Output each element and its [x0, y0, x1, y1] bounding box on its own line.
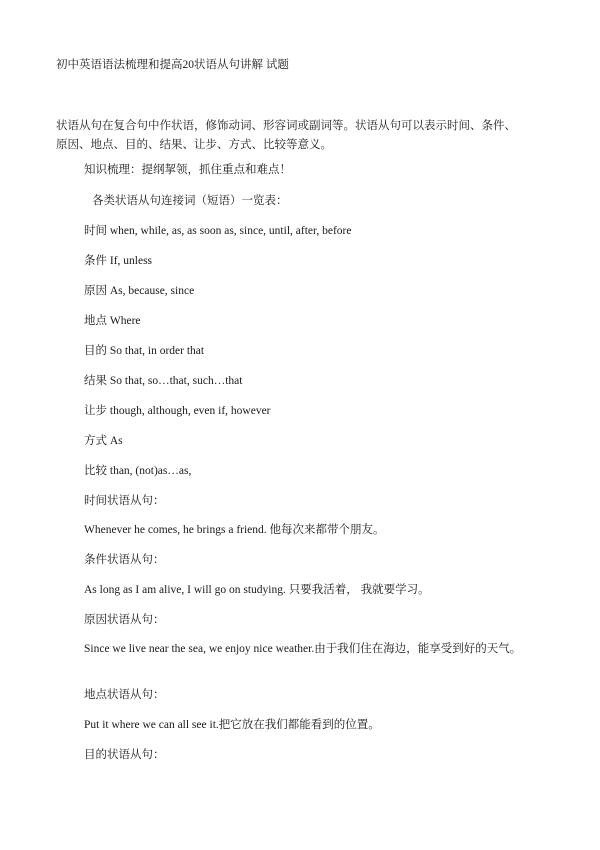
conjunction-row-place: 地点 Where — [84, 315, 141, 327]
conjunction-row-concession: 让步 though, although, even if, however — [84, 405, 271, 417]
conjunction-row-time: 时间 when, while, as, as soon as, since, until, after, before — [84, 225, 352, 237]
section-heading-conjunctions: 各类状语从句连接词（短语）一览表： — [92, 195, 288, 207]
clause-heading-purpose: 目的状语从句： — [84, 749, 165, 761]
conjunction-row-purpose: 目的 So that, in order that — [84, 345, 205, 357]
conjunction-row-result: 结果 So that, so…that, such…that — [84, 375, 243, 387]
clause-heading-time: 时间状语从句： — [84, 495, 165, 507]
clause-heading-place: 地点状语从句： — [84, 689, 165, 701]
intro-paragraph: 状语从句在复合句中作状语，修饰动词、形容词或副词等。状语从句可以表示时间、条件、原因、地点、目的、结果、让步、方式、比较等意义。 — [56, 120, 516, 151]
clause-example-reason: Since we live near the sea, we enjoy nice weather.由于我们住在海边，能享受到好的天气。 — [84, 643, 522, 655]
document-title: 初中英语语法梳理和提高20状语从句讲解 试题 — [56, 59, 289, 71]
clause-example-condition: As long as I am alive, I will go on studying. 只要我活着， 我就要学习。 — [84, 584, 430, 596]
clause-example-place: Put it where we can all see it.把它放在我们都能看到的位置。 — [84, 719, 380, 731]
conjunction-row-reason: 原因 As, because, since — [84, 285, 195, 297]
conjunction-row-condition: 条件 If, unless — [84, 255, 153, 267]
conjunction-row-comparison: 比较 than, (not)as…as, — [84, 465, 192, 477]
clause-heading-reason: 原因状语从句： — [84, 614, 165, 626]
section-heading-knowledge: 知识梳理：提纲挈领，抓住重点和难点！ — [84, 164, 291, 176]
clause-heading-condition: 条件状语从句： — [84, 554, 165, 566]
clause-example-time: Whenever he comes, he brings a friend. 他每次来都带个朋友。 — [84, 524, 385, 536]
conjunction-row-manner: 方式 As — [84, 435, 123, 447]
